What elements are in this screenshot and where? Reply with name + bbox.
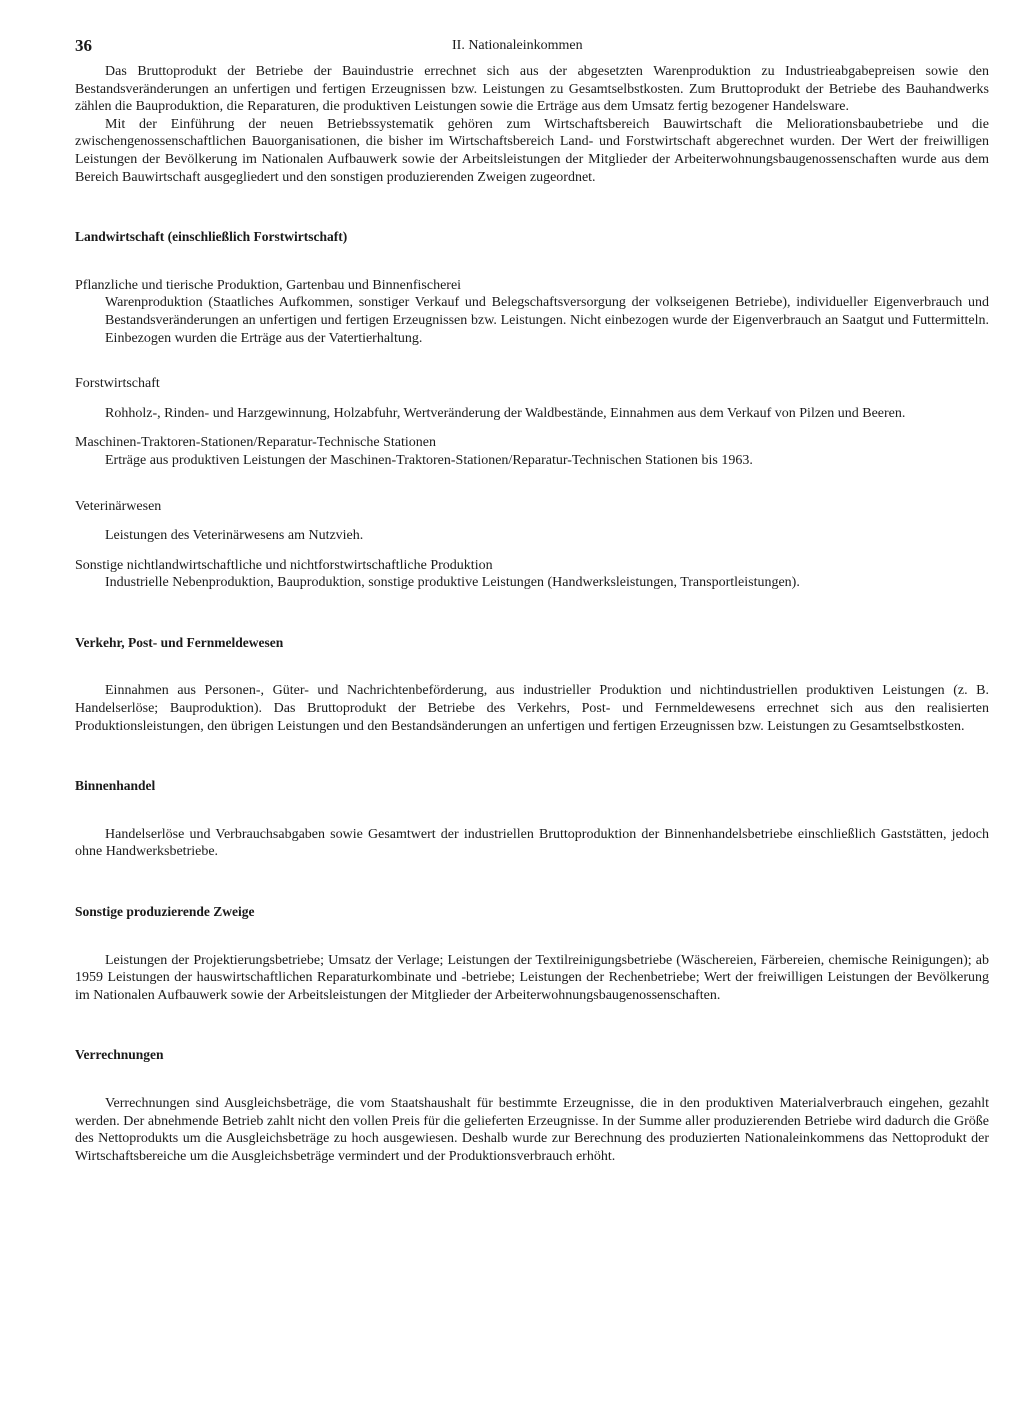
page-number: 36: [75, 36, 92, 55]
page-content: [75, 63, 989, 1165]
subsection-mts-rts: [75, 434, 989, 469]
subsection-heading: Sonstige nichtlandwirtschaftliche und nichtforstwirtschaftliche Produktion: [75, 557, 493, 573]
subsection-pflanzliche-produktion: [75, 277, 989, 347]
section-text-binnenhandel: Handelserlöse und Verbrauchsabgaben sowie Gesamtwert der industriellen Bruttoproduktion der Binnenhandelsbetriebe einschließlich Gaststätten, jedoch ohne Handwerksbetriebe.: [75, 826, 989, 860]
subsection-text: Warenproduktion (Staatliches Aufkommen, sonstiger Verkauf und Belegschaftsversorgung der volkseigenen Betriebe), individueller Eigenverbrauch und Bestandsveränderungen an unfertigen und fertigen Erzeugnissen bzw. Leistungen. Nicht einbezogen wurde der Eigenverbrauch an Saatgut und Futtermitteln. Einbezogen wurden die Erträge aus der Vatertierhaltung.: [105, 295, 989, 346]
section-text-sonstige-zweige: Leistungen der Projektierungsbetriebe; Umsatz der Verlage; Leistungen der Textilreinigungsbetriebe (Wäschereien, Färbereien, chemische Reinigungen); ab 1959 Leistungen der hauswirtschaftlichen Reparaturkombinate und -betriebe; Leistungen der Rechenbetriebe; Wert der freiwilligen Leistungen der Bevölkerung im Nationalen Aufbauwerk sowie der Arbeitsleistungen der Mitglieder der Arbeiterwohnungsbaugenossenschaften.: [75, 952, 989, 1003]
subsection-heading: Pflanzliche und tierische Produktion, Gartenbau und Binnenfischerei: [75, 277, 462, 293]
intro-paragraph-2: Mit der Einführung der neuen Betriebssystematik gehören zum Wirtschaftsbereich Bauwirtschaft die Meliorationsbaubetriebe und die zwischengenossenschaftlichen Bauorganisationen, die bisher im Wirtschaftsbereich Land- und Forstwirtschaft abgerechnet wurden. Der Wert der freiwilligen Leistungen der Bevölkerung im Nationalen Aufbauwerk sowie der Arbeitsleistungen der Mitglieder der Arbeiterwohnungsbaugenossenschaften wurde aus dem Bereich Bauwirtschaft ausgegliedert und den sonstigen produzierenden Zweigen zugeordnet.: [75, 116, 989, 185]
section-title-binnenhandel: Binnenhandel: [75, 778, 156, 794]
intro-paragraph-1: Das Bruttoprodukt der Betriebe der Bauindustrie errechnet sich aus der abgesetzten Warenproduktion zu Industrieabgabepreisen sowie den Bestandsveränderungen an unfertigen und fertigen Erzeugnissen bzw. Leistungen zu Gesamtselbstkosten. Zum Bruttoprodukt der Betriebe des Bauhandwerks zählen die Bauproduktion, die Reparaturen, die produktiven Leistungen sowie die Erträge aus dem Umsatz fertig bezogener Handelsware.: [75, 64, 989, 115]
running-title: II. Nationaleinkommen: [452, 38, 583, 53]
subsection-forstwirtschaft: [75, 375, 989, 422]
subsection-heading: Veterinärwesen: [75, 498, 162, 514]
subsection-text: Rohholz-, Rinden- und Harzgewinnung, Holzabfuhr, Wertveränderung der Waldbestände, Einnahmen aus dem Verkauf von Pilzen und Beeren.: [105, 405, 906, 421]
subsection-veterinaerwesen: [75, 498, 989, 545]
section-text-verrechnungen: Verrechnungen sind Ausgleichsbeträge, die vom Staatshaushalt für bestimmte Erzeugnisse, die in den produktiven Materialverbrauch eingehen, gezahlt werden. Der abnehmende Betrieb zahlt nicht den vollen Preis für die gelieferten Erzeugnisse. In der Summe aller produzierenden Betriebe wird dadurch die Größe des Nettoprodukts um die Ausgleichsbeträge zu hoch ausgewiesen. Deshalb wurde zur Berechnung des produzierten Nationaleinkommens das Nettoprodukt der Wirtschaftsbereiche um die Ausgleichsbeträge vermindert und der Produktionsverbrauch erhöht.: [75, 1096, 989, 1164]
section-text-verkehr: Einnahmen aus Personen-, Güter- und Nachrichtenbeförderung, aus industrieller Produktion und nichtindustriellen produktiven Leistungen (z. B. Handelserlöse; Bauproduktion). Das Bruttoprodukt der Betriebe des Verkehrs, Post- und Fernmeldewesens errechnet sich aus den realisierten Produktionsleistungen, den übrigen Leistungen und den Bestandsänderungen an unfertigen und fertigen Erzeugnissen bzw. Leistungen zu Gesamtselbstkosten.: [75, 683, 989, 734]
section-title-sonstige-zweige: Sonstige produzierende Zweige: [75, 904, 255, 920]
subsection-text: Industrielle Nebenproduktion, Bauproduktion, sonstige produktive Leistungen (Handwerksleistungen, Transportleistungen).: [105, 575, 800, 591]
subsection-text: Erträge aus produktiven Leistungen der Maschinen-Traktoren-Stationen/Reparatur-Technischen Stationen bis 1963.: [105, 452, 753, 468]
section-title-verkehr: Verkehr, Post- und Fernmeldewesen: [75, 634, 284, 650]
subsection-sonstige-produktion: [75, 557, 989, 592]
subsection-text: Leistungen des Veterinärwesens am Nutzvieh.: [105, 528, 364, 544]
subsection-heading: Forstwirtschaft: [75, 376, 160, 392]
section-title-verrechnungen: Verrechnungen: [75, 1047, 164, 1063]
section-title-landwirtschaft: Landwirtschaft (einschließlich Forstwirtschaft): [75, 229, 348, 245]
subsection-heading: Maschinen-Traktoren-Stationen/Reparatur-Technische Stationen: [75, 435, 436, 451]
